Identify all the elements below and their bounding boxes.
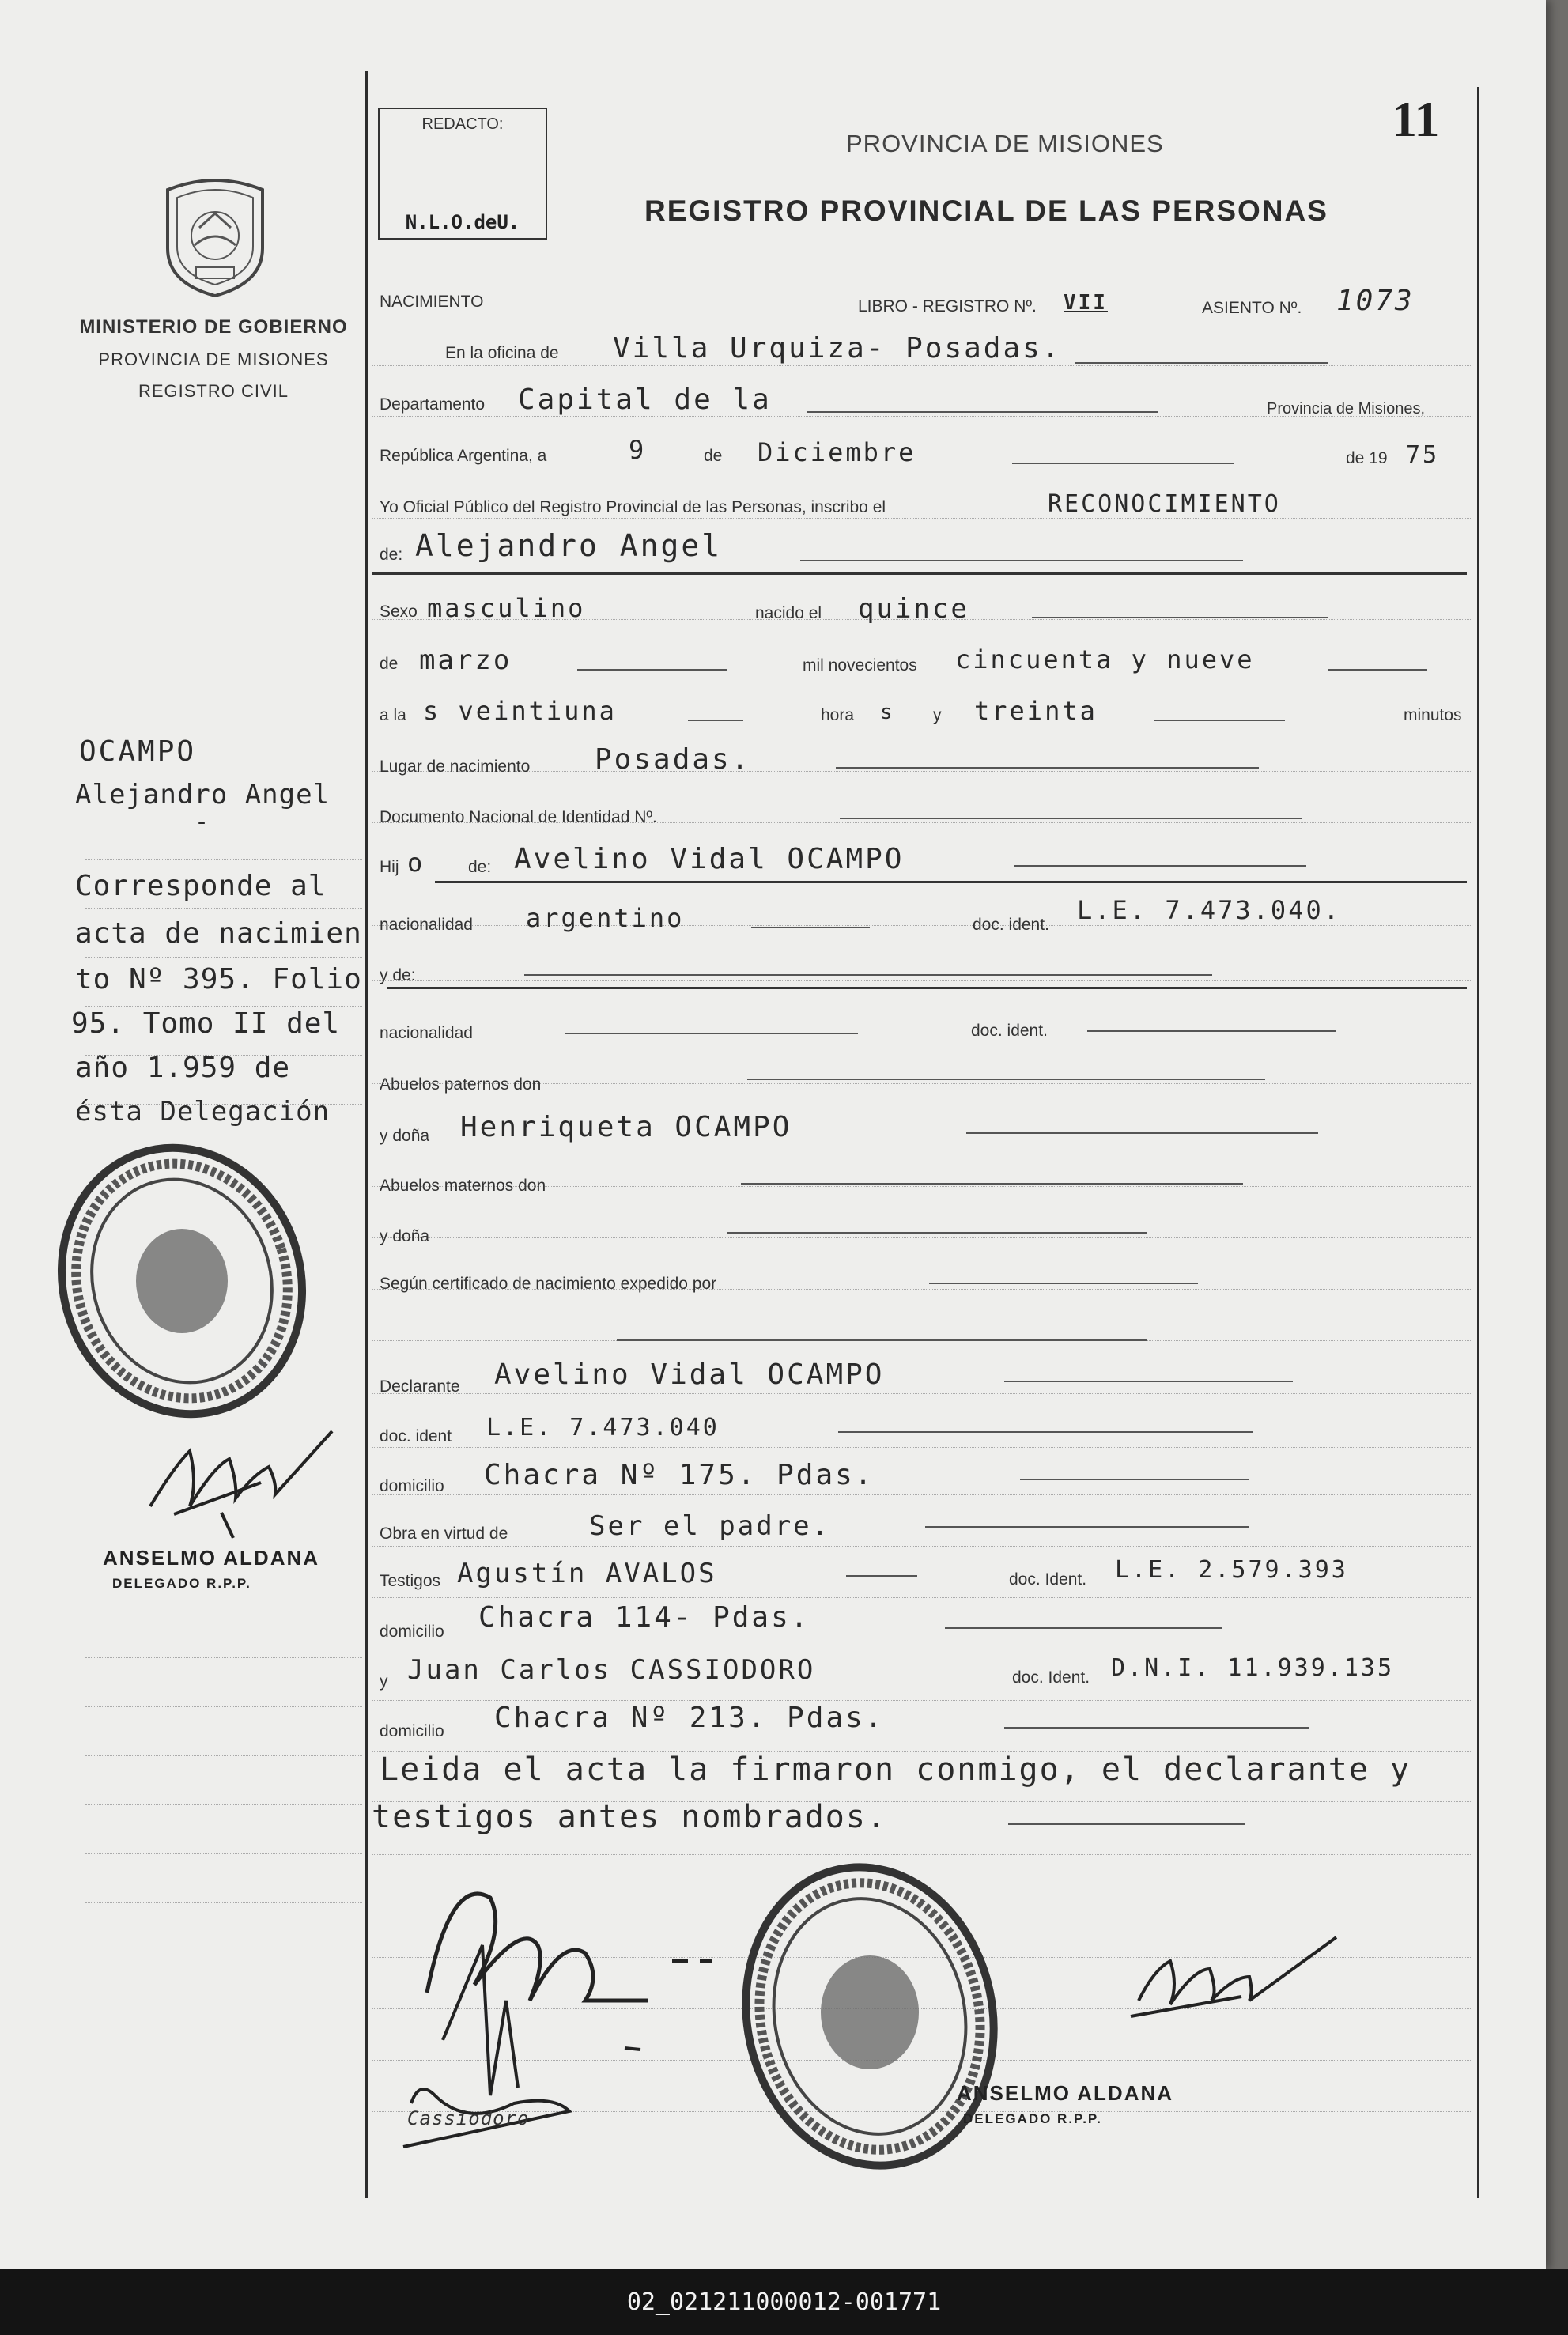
domicilio2-label: domicilio — [380, 1623, 444, 1641]
margin-line: 95. Tomo II del — [71, 1007, 341, 1040]
testigo2-doc-value: D.N.I. 11.939.135 — [1111, 1654, 1395, 1682]
domicilio3-value: Chacra Nº 213. Pdas. — [494, 1702, 885, 1734]
fill-dash — [966, 1132, 1318, 1134]
ministry-registry: REGISTRO CIVIL — [138, 381, 289, 401]
fill-dash — [925, 1526, 1249, 1528]
ruled-line — [372, 1237, 1471, 1238]
official-stamp-icon — [55, 1131, 316, 1439]
section-separator — [372, 572, 1467, 575]
libro-value: VII — [1064, 291, 1108, 315]
fill-dash — [1008, 1823, 1245, 1825]
margin-ruled-line — [85, 1006, 362, 1007]
y-de-label: y de: — [380, 966, 416, 984]
official-signature-icon — [142, 1419, 340, 1546]
official-title: DELEGADO R.P.P. — [112, 1576, 251, 1591]
witness-signature: Cassiodoro — [407, 2107, 530, 2129]
abuelos-mat-label: Abuelos maternos don — [380, 1177, 546, 1195]
file-id-bar — [0, 2269, 1568, 2335]
redacto-label: REDACTO: — [421, 115, 504, 133]
provincia-label: Provincia de Misiones, — [1267, 400, 1426, 418]
margin-ruled-line — [85, 1804, 362, 1805]
fill-dash — [1328, 669, 1427, 671]
testigo1-doc-value: L.E. 2.579.393 — [1115, 1556, 1348, 1584]
ruled-line — [372, 365, 1471, 366]
fill-dash — [807, 411, 1158, 413]
delegate-title: DELEGADO R.P.P. — [963, 2111, 1102, 2126]
domicilio-value: Chacra Nº 175. Pdas. — [484, 1459, 875, 1491]
record-type: NACIMIENTO — [380, 293, 484, 311]
doc-ident2-label: doc. ident. — [971, 1022, 1048, 1040]
hora-label: hora — [821, 706, 855, 724]
ruled-line — [372, 1393, 1471, 1394]
de-padre-label: de: — [468, 858, 492, 876]
abuela-pat-value: Henriqueta OCAMPO — [460, 1111, 792, 1143]
oficina-label: En la oficina de — [445, 344, 559, 362]
margin-divider — [365, 71, 368, 2198]
ruled-line — [372, 1700, 1471, 1701]
ruled-line — [372, 771, 1471, 772]
margin-ruled-line — [85, 1853, 362, 1854]
testigo2-doc-label: doc. Ident. — [1012, 1668, 1090, 1687]
domicilio3-label: domicilio — [380, 1722, 444, 1740]
decl-doc-label: doc. ident — [380, 1427, 452, 1445]
minutos-label: minutos — [1404, 706, 1462, 724]
ruled-line — [372, 1597, 1471, 1598]
margin-line: Corresponde al — [75, 870, 327, 902]
fill-dash — [688, 720, 743, 721]
section-separator — [387, 987, 1467, 989]
oficial-text: Yo Oficial Público del Registro Provincial de las Personas, inscribo el — [380, 498, 886, 516]
hora-value: s veintiuna — [423, 696, 617, 726]
y2-label: y — [380, 1672, 388, 1691]
ministry-province: PROVINCIA DE MISIONES — [98, 349, 329, 369]
doc-ident-label: doc. ident. — [973, 916, 1049, 934]
oficina-value: Villa Urquiza- Posadas. — [613, 332, 1062, 365]
closing-line-2: testigos antes nombrados. — [372, 1799, 888, 1835]
fill-dash — [565, 1033, 858, 1034]
hijo-suffix: o — [407, 848, 425, 878]
hijo-label: Hij — [380, 858, 399, 876]
nacionalidad-label: nacionalidad — [380, 916, 473, 934]
fill-dash — [1032, 617, 1328, 618]
closing-line-1: Leida el acta la firmaron conmigo, el declarante y — [380, 1751, 1411, 1788]
documento-label: Documento Nacional de Identidad Nº. — [380, 808, 657, 826]
header-province: PROVINCIA DE MISIONES — [846, 130, 1164, 157]
domicilio2-value: Chacra 114- Pdas. — [478, 1601, 810, 1634]
y-dona-label: y doña — [380, 1127, 430, 1145]
de-mes-label: de — [380, 655, 399, 673]
margin-ruled-line — [85, 1755, 362, 1756]
decl-doc-value: L.E. 7.473.040 — [486, 1414, 720, 1441]
ruled-line — [372, 1546, 1471, 1547]
fill-dash — [1075, 362, 1328, 364]
testigo2-value: Juan Carlos CASSIODORO — [407, 1654, 816, 1686]
y-dona2-label: y doña — [380, 1227, 430, 1245]
sexo-label: Sexo — [380, 603, 418, 621]
fill-dash — [751, 927, 870, 928]
fill-dash — [727, 1232, 1147, 1234]
margin-line: año 1.959 de — [75, 1052, 291, 1084]
testigo1-doc-label: doc. Ident. — [1009, 1570, 1087, 1589]
page-number: 11 — [1392, 91, 1440, 147]
abuelos-pat-label: Abuelos paternos don — [380, 1075, 542, 1094]
registry-stamp-icon — [727, 1850, 1012, 2190]
nacionalidad2-label: nacionalidad — [380, 1024, 473, 1042]
asiento-label: ASIENTO Nº. — [1202, 299, 1302, 317]
official-name: ANSELMO ALDANA — [103, 1546, 320, 1570]
anio-prefix: de 19 — [1346, 449, 1388, 467]
fill-dash — [617, 1339, 1147, 1341]
redacto-box — [378, 108, 547, 240]
page-title: REGISTRO PROVINCIAL DE LAS PERSONAS — [644, 195, 1328, 227]
fill-dash — [836, 767, 1259, 769]
redacto-value: N.L.O.deU. — [405, 211, 520, 233]
fill-dash — [846, 1575, 917, 1577]
dia-value: 9 — [629, 435, 647, 465]
section-separator — [435, 881, 1467, 883]
ministry-block — [79, 316, 348, 402]
margin-name: Alejandro Angel — [75, 779, 331, 810]
fill-dash — [577, 669, 727, 671]
obra-value: Ser el padre. — [589, 1510, 831, 1542]
anio-nac-value: cincuenta y nueve — [955, 644, 1255, 674]
departamento-label: Departamento — [380, 395, 486, 414]
fill-dash — [800, 560, 1243, 561]
testigos-label: Testigos — [380, 1572, 441, 1590]
fill-dash — [524, 974, 1212, 976]
departamento-value: Capital de la — [518, 383, 772, 416]
margin-ruled-line — [85, 1902, 362, 1903]
fill-dash — [1154, 720, 1285, 721]
obra-label: Obra en virtud de — [380, 1525, 508, 1543]
margin-ruled-line — [85, 859, 362, 860]
testigo1-value: Agustín AVALOS — [457, 1558, 717, 1589]
de-nombre-label: de: — [380, 546, 403, 564]
margin-ruled-line — [85, 1657, 362, 1658]
fill-dash — [1014, 865, 1306, 867]
acto-value: RECONOCIMIENTO — [1048, 490, 1281, 518]
y-label: y — [933, 706, 942, 724]
right-border — [1477, 87, 1479, 2198]
delegate-name: ANSELMO ALDANA — [957, 2081, 1174, 2105]
padre-value: Avelino Vidal OCAMPO — [514, 843, 905, 875]
fill-dash — [929, 1283, 1198, 1284]
mil-label: mil novecientos — [803, 656, 917, 674]
fill-dash — [840, 818, 1302, 819]
margin-line: ésta Delegación — [75, 1096, 331, 1128]
nombre-value: Alejandro Angel — [415, 528, 723, 563]
fill-dash — [838, 1431, 1253, 1433]
domicilio-label: domicilio — [380, 1477, 444, 1495]
ruled-line — [372, 1447, 1471, 1448]
margin-ruled-line — [85, 957, 362, 958]
asiento-value: 1073 — [1336, 285, 1415, 317]
fill-dash — [1012, 463, 1234, 464]
margin-line: acta de nacimien — [75, 917, 362, 950]
fill-dash — [1004, 1381, 1293, 1382]
mes-value: Diciembre — [758, 437, 916, 467]
anio-value: 75 — [1406, 441, 1440, 469]
nacido-label: nacido el — [755, 604, 822, 622]
declarante-label: Declarante — [380, 1377, 460, 1396]
fill-dash — [945, 1627, 1222, 1629]
doc-ident-value: L.E. 7.473.040. — [1077, 895, 1341, 925]
margin-line: to Nº 395. Folio — [75, 963, 362, 996]
republica-label: República Argentina, a — [380, 447, 547, 465]
delegate-signature-icon — [1123, 1921, 1344, 2048]
minutos-value: treinta — [974, 696, 1098, 726]
fill-dash — [1020, 1479, 1249, 1480]
fill-dash — [1004, 1727, 1309, 1729]
ruled-line — [372, 1494, 1471, 1495]
declarante-value: Avelino Vidal OCAMPO — [494, 1358, 885, 1391]
ruled-line — [372, 980, 1471, 981]
libro-label: LIBRO - REGISTRO Nº. — [858, 297, 1037, 315]
sexo-value: masculino — [427, 593, 586, 623]
ministry-name: MINISTERIO DE GOBIERNO — [79, 316, 348, 338]
fill-dash — [747, 1079, 1265, 1080]
file-id: 02_021211000012-001771 — [626, 2288, 942, 2316]
lugar-label: Lugar de nacimiento — [380, 758, 531, 776]
nacido-value: quince — [858, 593, 969, 625]
ruled-line — [372, 518, 1471, 519]
mes-nac-value: marzo — [419, 644, 512, 676]
hora-suffix: s — [880, 701, 895, 724]
margin-surname: OCAMPO — [79, 735, 197, 768]
lugar-value: Posadas. — [595, 743, 751, 776]
fill-dash — [741, 1183, 1243, 1185]
de-label: de — [704, 447, 723, 465]
alas-label: a la — [380, 706, 406, 724]
nacionalidad-value: argentino — [526, 903, 685, 933]
margin-ruled-line — [85, 1706, 362, 1707]
margin-ruled-line — [85, 908, 362, 909]
segun-label: Según certificado de nacimiento expedido por — [380, 1275, 717, 1293]
provincial-seal-icon — [158, 172, 273, 299]
margin-dash: - — [195, 808, 212, 836]
fill-dash — [1087, 1030, 1336, 1032]
